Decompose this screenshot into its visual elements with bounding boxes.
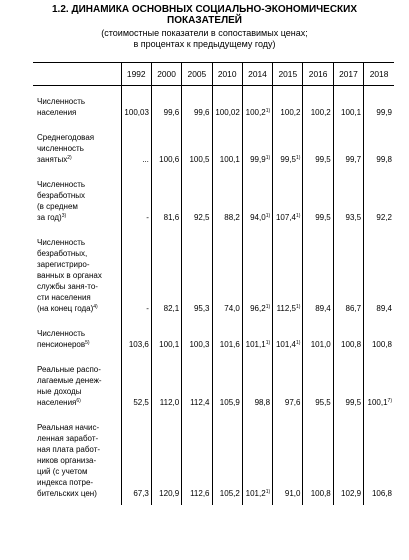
value-cell-2016 xyxy=(303,356,333,414)
value-cell-2005 xyxy=(182,414,212,505)
cell-value: 100,8 xyxy=(310,489,331,498)
row-label xyxy=(33,124,121,171)
cell-value: 98,8 xyxy=(254,398,271,407)
value-cell-2005 xyxy=(182,171,212,229)
cell-value: 120,9 xyxy=(159,489,180,498)
cell-value: 88,2 xyxy=(224,213,240,222)
cell-value: 52,5 xyxy=(133,398,149,407)
row-label xyxy=(33,356,121,414)
cell-value: 99,5 xyxy=(315,155,331,164)
row-label-line: Численность xyxy=(37,97,86,106)
value-cell-2018 xyxy=(364,320,394,356)
footnote-mark: 1) xyxy=(265,304,271,310)
cell-value: 92,2 xyxy=(376,213,392,222)
cell-value: 97,6 xyxy=(284,398,301,407)
row-label xyxy=(33,414,121,505)
cell-value: 112,6 xyxy=(190,489,210,498)
cell-value: 89,4 xyxy=(376,304,392,313)
row-label-line: ванных в органах xyxy=(37,271,102,280)
row-label-line: службы заня-то- xyxy=(37,282,98,291)
value-cell-1992 xyxy=(121,320,151,356)
footnote-mark: 6) xyxy=(76,398,81,404)
value-cell-2018 xyxy=(364,229,394,320)
value-cell-2000 xyxy=(151,414,181,505)
cell-value: 99,6 xyxy=(193,108,210,117)
row-label xyxy=(33,320,121,356)
table-row xyxy=(33,320,394,356)
row-label-line: ленная заработ- xyxy=(37,434,99,443)
cell-value: 91,0 xyxy=(284,489,301,498)
cell-value: 99,7 xyxy=(345,155,362,164)
footnote-mark: 1) xyxy=(265,155,271,161)
value-cell-2000 xyxy=(151,356,181,414)
value-cell-2014 xyxy=(242,320,272,356)
cell-value: 100,1 xyxy=(341,108,362,117)
year-header-1992: 1992 xyxy=(121,63,151,86)
value-cell-2000 xyxy=(151,229,181,320)
cell-value: 99,5 xyxy=(345,398,362,407)
row-label-line: Реальная начис- xyxy=(37,423,100,432)
cell-value: 92,5 xyxy=(193,213,210,222)
value-cell-2015 xyxy=(273,171,303,229)
row-label-line: численность xyxy=(37,144,84,153)
row-label-line: населения$^{6)}$ xyxy=(37,398,81,407)
row-label-line: бительских цен) xyxy=(37,489,97,498)
cell-value: 99,5 xyxy=(315,213,331,222)
year-header-2017: 2017 xyxy=(333,63,363,86)
cell-value: 81,6 xyxy=(163,213,180,222)
value-cell-2016 xyxy=(303,229,333,320)
table-row xyxy=(33,414,394,505)
value-cell-1992 xyxy=(121,124,151,171)
value-cell-2014 xyxy=(242,124,272,171)
value-cell-2000 xyxy=(151,320,181,356)
cell-value: 101,6 xyxy=(219,340,240,349)
value-cell-2014 xyxy=(242,229,272,320)
value-cell-2015 xyxy=(273,124,303,171)
cell-value: 101,4 xyxy=(275,340,296,349)
value-cell-2000 xyxy=(151,124,181,171)
table-row xyxy=(33,124,394,171)
cell-value: 94,0 xyxy=(250,213,266,222)
cell-value: 100,3 xyxy=(189,340,210,349)
cell-value: 103,6 xyxy=(128,340,149,349)
row-label-line: зарегистриро- xyxy=(37,260,90,269)
value-cell-2018 xyxy=(364,414,394,505)
footnote-mark: 1) xyxy=(265,340,271,346)
footnote-mark: 3) xyxy=(61,213,67,219)
value-cell-2010 xyxy=(212,86,242,125)
row-label xyxy=(33,171,121,229)
row-label-line: ная плата работ- xyxy=(37,445,101,454)
cell-value: 89,4 xyxy=(315,304,331,313)
cell-value: 93,5 xyxy=(345,213,362,222)
footnote-mark: 4) xyxy=(93,304,98,310)
value-cell-2017 xyxy=(333,320,363,356)
table-row xyxy=(33,86,394,125)
row-label xyxy=(33,229,121,320)
cell-value: 86,7 xyxy=(345,304,362,313)
value-cell-2005 xyxy=(182,320,212,356)
cell-value: 101,0 xyxy=(310,340,331,349)
cell-value: 101,2 xyxy=(245,489,266,498)
footnote-mark: 1) xyxy=(265,489,271,495)
value-cell-2015 xyxy=(273,414,303,505)
row-label-line: пенсионеров$^{5)}$ xyxy=(37,340,90,349)
cell-value: 102,9 xyxy=(341,489,362,498)
value-cell-2010 xyxy=(212,320,242,356)
value-cell-2018 xyxy=(364,86,394,125)
value-cell-1992 xyxy=(121,356,151,414)
cell-value: 100,1 xyxy=(219,155,240,164)
row-label-line: сти населения xyxy=(37,293,91,302)
row-label-line: ников организа- xyxy=(37,456,97,465)
table-header-row xyxy=(33,63,394,86)
cell-value: 100,5 xyxy=(189,155,210,164)
footnote-mark: 7) xyxy=(387,398,392,404)
cell-value: - xyxy=(146,213,149,222)
table-body xyxy=(33,86,394,506)
cell-value: 95,5 xyxy=(315,398,331,407)
value-cell-1992 xyxy=(121,171,151,229)
footnote-mark: 1) xyxy=(296,155,301,161)
cell-value: 100,2 xyxy=(310,108,331,117)
indicators-table xyxy=(33,62,394,505)
cell-value: 100,2 xyxy=(280,108,301,117)
cell-value: 100,03 xyxy=(124,108,149,117)
cell-value: 107,4 xyxy=(275,213,296,222)
value-cell-2010 xyxy=(212,124,242,171)
cell-value: 82,1 xyxy=(163,304,180,313)
cell-value: 100,6 xyxy=(159,155,180,164)
value-cell-2015 xyxy=(273,229,303,320)
cell-value: 100,1 xyxy=(159,340,180,349)
value-cell-2016 xyxy=(303,171,333,229)
value-cell-2016 xyxy=(303,320,333,356)
value-cell-2017 xyxy=(333,124,363,171)
row-label-line: Численность xyxy=(37,329,86,338)
cell-value: 106,8 xyxy=(371,489,392,498)
value-cell-2018 xyxy=(364,124,394,171)
value-cell-2014 xyxy=(242,356,272,414)
value-cell-2017 xyxy=(333,171,363,229)
cell-value: - xyxy=(146,304,149,313)
row-label-line: Среднегодовая xyxy=(37,133,95,142)
stub-header xyxy=(33,63,121,86)
row-label-line: безработных, xyxy=(37,249,88,258)
value-cell-1992 xyxy=(121,229,151,320)
value-cell-1992 xyxy=(121,414,151,505)
value-cell-2018 xyxy=(364,356,394,414)
row-label-line: за год)$^{3)}$ xyxy=(37,213,67,222)
row-label-line: индекса потре- xyxy=(37,478,94,487)
value-cell-2016 xyxy=(303,124,333,171)
row-label-line: лагаемые денеж- xyxy=(37,376,102,385)
cell-value: ... xyxy=(142,155,149,164)
cell-value: 105,9 xyxy=(219,398,240,407)
value-cell-2015 xyxy=(273,86,303,125)
value-cell-2010 xyxy=(212,356,242,414)
value-cell-2018 xyxy=(364,171,394,229)
row-label-line: Реальные распо- xyxy=(37,365,101,374)
year-header-2010: 2010 xyxy=(212,63,242,86)
value-cell-2005 xyxy=(182,86,212,125)
cell-value: 101,1 xyxy=(245,340,266,349)
footnote-mark: 1) xyxy=(265,108,271,114)
cell-value: 112,0 xyxy=(159,398,180,407)
year-header-2000: 2000 xyxy=(151,63,181,86)
cell-value: 100,02 xyxy=(215,108,240,117)
row-label-line: Численность xyxy=(37,180,86,189)
row-label-line: занятых$^{2)}$ xyxy=(37,155,72,164)
row-label-line: населения xyxy=(37,108,77,117)
year-header-2015: 2015 xyxy=(273,63,303,86)
value-cell-2010 xyxy=(212,414,242,505)
footnote-mark: 2) xyxy=(67,155,72,161)
row-label xyxy=(33,86,121,125)
cell-value: 99,6 xyxy=(163,108,180,117)
footnote-mark: 1) xyxy=(296,213,301,219)
cell-value: 95,3 xyxy=(193,304,210,313)
value-cell-2010 xyxy=(212,229,242,320)
row-label-line: ций (с учетом xyxy=(37,467,88,476)
table-row xyxy=(33,229,394,320)
value-cell-2017 xyxy=(333,86,363,125)
year-header-2018: 2018 xyxy=(364,63,394,86)
table-subtitle: (стоимостные показатели в сопоставимых ценах; в процентах к предыдущему году) xyxy=(101,28,308,49)
row-label-line: (на конец года)$^{4)}$ xyxy=(37,304,98,313)
footnote-mark: 1) xyxy=(296,304,301,310)
value-cell-2017 xyxy=(333,414,363,505)
footnote-mark: 1) xyxy=(265,213,271,219)
value-cell-2005 xyxy=(182,229,212,320)
row-label-line: (в среднем xyxy=(37,202,78,211)
table-title: 1.2. ДИНАМИКА ОСНОВНЫХ СОЦИАЛЬНО-ЭКОНОМИЧЕСКИХ ПОКАЗАТЕЛЕЙ xyxy=(51,4,358,26)
cell-value: 96,2 xyxy=(250,304,266,313)
value-cell-1992 xyxy=(121,86,151,125)
cell-value: 99,9 xyxy=(376,108,392,117)
value-cell-2010 xyxy=(212,171,242,229)
value-cell-2015 xyxy=(273,356,303,414)
value-cell-2017 xyxy=(333,229,363,320)
cell-value: 67,3 xyxy=(133,489,149,498)
footnote-mark: 1) xyxy=(296,340,301,346)
value-cell-2000 xyxy=(151,171,181,229)
cell-value: 74,0 xyxy=(224,304,240,313)
cell-value: 99,5 xyxy=(280,155,296,164)
cell-value: 112,5 xyxy=(276,304,296,313)
value-cell-2017 xyxy=(333,356,363,414)
cell-value: 100,8 xyxy=(371,340,392,349)
cell-value: 99,9 xyxy=(250,155,266,164)
cell-value: 105,2 xyxy=(219,489,240,498)
row-label-line: ные доходы xyxy=(37,387,82,396)
year-header-2005: 2005 xyxy=(182,63,212,86)
value-cell-2005 xyxy=(182,124,212,171)
cell-value: 100,8 xyxy=(341,340,362,349)
value-cell-2016 xyxy=(303,414,333,505)
value-cell-2016 xyxy=(303,86,333,125)
value-cell-2015 xyxy=(273,320,303,356)
cell-value: 112,4 xyxy=(190,398,210,407)
cell-value: 100,2 xyxy=(245,108,266,117)
row-label-line: Численность xyxy=(37,238,86,247)
value-cell-2014 xyxy=(242,171,272,229)
table-row xyxy=(33,171,394,229)
year-header-2016: 2016 xyxy=(303,63,333,86)
value-cell-2005 xyxy=(182,356,212,414)
cell-value: 100,1 xyxy=(367,398,388,407)
year-header-2014: 2014 xyxy=(242,63,272,86)
value-cell-2000 xyxy=(151,86,181,125)
footnote-mark: 5) xyxy=(85,340,90,346)
row-label-line: безработных xyxy=(37,191,86,200)
value-cell-2014 xyxy=(242,86,272,125)
value-cell-2014 xyxy=(242,414,272,505)
cell-value: 99,8 xyxy=(376,155,392,164)
table-row xyxy=(33,356,394,414)
